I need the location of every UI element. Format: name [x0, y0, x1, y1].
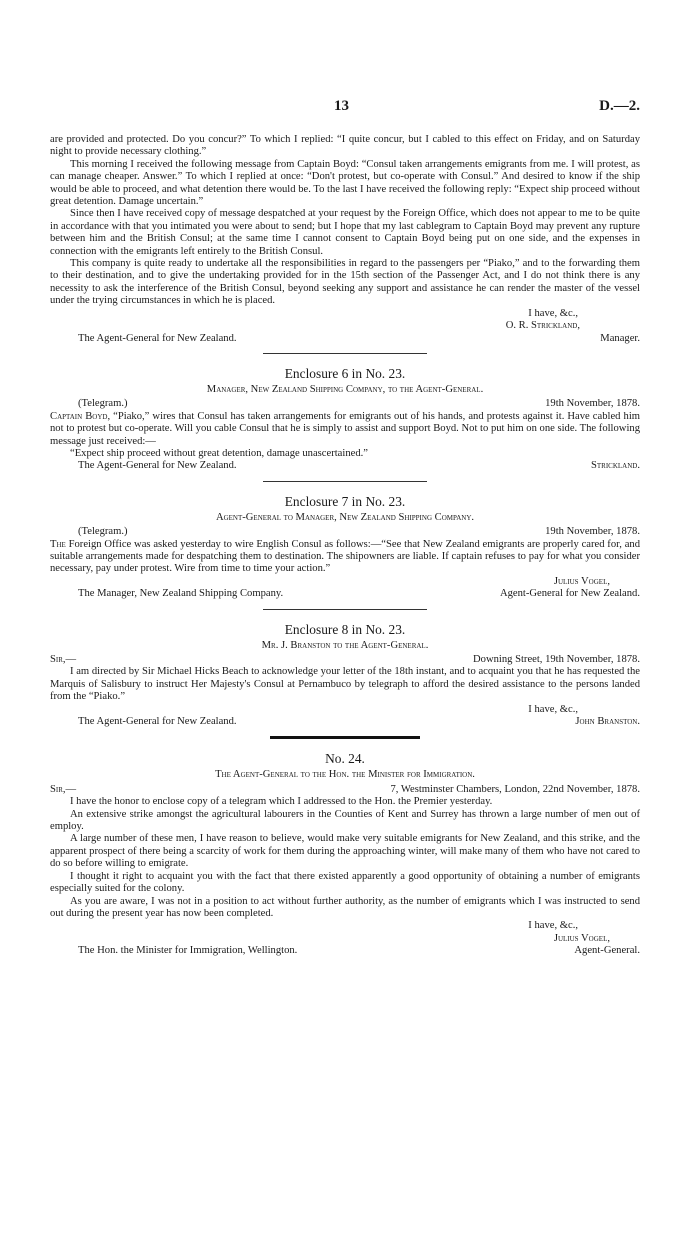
- enc6-body: [50, 411, 640, 448]
- letter1-paragraph-2: This morning I received the following message from Captain Boyd: “Consul taken arrangements emigrants from me. I will protest, as can manage cheaper. Answer.” To which I replied at once: “Don't protest, but co-operate with Consul.” And desired to know if the ship would be able to proceed, and what detention there would be. To the last I have received the following reply: “Expect ship proceed without great detention. Damage uncertain.”: [50, 158, 640, 208]
- page-number: 13: [334, 98, 349, 114]
- enc6-type: (Telegram.): [78, 398, 128, 410]
- no24-signer: Julius Vogel,: [553, 932, 610, 944]
- enc7-meta: [50, 526, 640, 538]
- enc8-closing: I have, &c.,: [528, 703, 578, 715]
- letter1-paragraph-4: This company is quite ready to undertake all the responsibilities in regard to the passengers per “Piako,” and to the forwarding them to their destination, and to give the undertaking provided for in the 15th section of the Passenger Act, and I do not think there is any necessity to ask the interference of the British Consul, beyond seeking any support and assistance he can render the master of the vessel under the trying circumstances in which he is placed.: [50, 258, 640, 307]
- enc6-date: 19th November, 1878.: [545, 398, 640, 410]
- no24-paragraph-1: I have the honor to enclose copy of a telegram which I addressed to the Hon. the Premier yesterday.: [70, 796, 493, 808]
- enc8-title: Enclosure 8 in No. 23.: [284, 621, 406, 637]
- no24-paragraph-5: As you are aware, I was not in a position to act without further authority, as the number of emigrants which I was instructed to send out during the present year has now been completed.: [50, 895, 640, 919]
- no24-subtitle: The Agent-General to the Hon. the Minister for Immigration.: [215, 769, 475, 781]
- enc6-meta: [50, 398, 640, 410]
- enc8-body: I am directed by Sir Michael Hicks Beach to acknowledge your letter of the 18th instant, and to acquaint you that he has requested the Marquis of Salisbury to instruct Her Majesty's Consul at Pernambuco by telegraph to afford the desired assistance to the persons landed from the “Piako.”: [50, 666, 640, 703]
- page-body: [50, 96, 640, 958]
- enc6-subtitle: Manager, New Zealand Shipping Company, to the Agent-General.: [206, 383, 484, 395]
- no24-meta: [50, 784, 640, 796]
- letter1-paragraph-3: Since then I have received copy of message despatched at your request by the Foreign Office, which does not appear to me to be quite in accordance with that you intimated you were about to send; but I hope that my last cablegram to Captain Boyd may prevent any rupture between him and the British Consul; at the same time I cannot consent to Captain Boyd being put on one side, and the expenses in connection with the emigrants left entirely to the British Consul.: [50, 208, 640, 257]
- enc6-addressee: The Agent-General for New Zealand.: [78, 460, 237, 472]
- no24-address: 7, Westminster Chambers, London, 22nd November, 1878.: [390, 783, 640, 795]
- enc7-lead: The: [50, 538, 66, 550]
- no24-signer-title: Agent-General.: [574, 945, 640, 957]
- enc6-signer: Strickland.: [591, 460, 640, 472]
- enc6-footer: [50, 460, 640, 472]
- section-divider: [263, 481, 427, 482]
- letter1-signer: O. R. Strickland,: [505, 320, 580, 332]
- no24-closing: I have, &c.,: [528, 920, 578, 932]
- letter1-paragraph-1: are provided and protected. Do you concur?” To which I replied: “I quite concur, but I cabled to this effect on Friday, and on Saturday night to provide necessary clothing.”: [50, 134, 640, 158]
- section-divider: [263, 353, 427, 354]
- no24-paragraph-3: A large number of these men, I have reason to believe, would make very suitable emigrants for New Zealand, and this strike, and the apparent prospect of there being a scarcity of work for them during the approaching winter, will make many of them who have not cared to do so before willing to emigrate.: [50, 833, 640, 870]
- document-id: D.—2.: [599, 98, 640, 114]
- section-divider: [263, 609, 427, 610]
- letter1-addressee: The Agent-General for New Zealand.: [78, 332, 237, 344]
- section-divider-thick: [270, 736, 420, 739]
- enc7-addressee: The Manager, New Zealand Shipping Company.: [78, 588, 284, 600]
- enc7-footer: [50, 588, 640, 600]
- letter1-footer: [50, 333, 640, 345]
- enc7-body-text: Foreign Office was asked yesterday to wire English Consul as follows:—“See that New Zealand emigrants are properly cared for, and suitable arrangements made for despatching them to destination. The shipowners are liable. If captain refuses to pay for what you consider necessary, pay under protest. Wire from time to time your action.”: [50, 538, 640, 575]
- enc6-quote: “Expect ship proceed without great detention, damage unascertained.”: [70, 447, 368, 459]
- enc8-address: Downing Street, 19th November, 1878.: [473, 654, 640, 665]
- enc7-body: [50, 539, 640, 576]
- no24-title: No. 24.: [325, 751, 365, 767]
- enc7-signer: Julius Vogel,: [553, 575, 610, 587]
- enc6-title: Enclosure 6 in No. 23.: [284, 365, 406, 381]
- no24-paragraph-4: I thought it right to acquaint you with the fact that there existed apparently a good opportunity of obtaining a number of emigrants especially suited for the colony.: [50, 870, 640, 895]
- enc6-body-text: “Piako,” wires that Consul has taken arrangements for emigrants out of his hands, and protests against it. Have cabled him not to protest but co-operate. Will you cable Consul that he is simply to assist and support Boyd. Not to put him on one side. The following message just received:—: [50, 410, 640, 447]
- enc8-signer: John Branston.: [575, 716, 640, 728]
- enc8-salutation: Sir,—: [50, 654, 77, 665]
- enc7-title: Enclosure 7 in No. 23.: [284, 493, 406, 509]
- enc7-subtitle: Agent-General to Manager, New Zealand Shipping Company.: [215, 511, 475, 523]
- enc8-footer: [50, 716, 640, 728]
- no24-addressee: The Hon. the Minister for Immigration, Wellington.: [78, 945, 298, 957]
- enc7-signer-title: Agent-General for New Zealand.: [499, 588, 640, 600]
- enc8-addressee: The Agent-General for New Zealand.: [78, 716, 237, 728]
- enc7-date: 19th November, 1878.: [545, 526, 640, 538]
- no24-footer: [50, 945, 640, 957]
- no24-paragraph-2: An extensive strike amongst the agricultural labourers in the Counties of Kent and Surrey has thrown a large number of men out of employ.: [50, 808, 640, 833]
- letter1-closing: I have, &c.,: [528, 307, 578, 319]
- enc7-type: (Telegram.): [78, 526, 128, 538]
- no24-salutation: Sir,—: [50, 783, 77, 795]
- enc8-meta: [50, 654, 640, 666]
- enc8-subtitle: Mr. J. Branston to the Agent-General.: [261, 639, 429, 651]
- enc6-lead: Captain Boyd,: [50, 410, 111, 422]
- letter1-signer-title: Manager.: [600, 332, 640, 344]
